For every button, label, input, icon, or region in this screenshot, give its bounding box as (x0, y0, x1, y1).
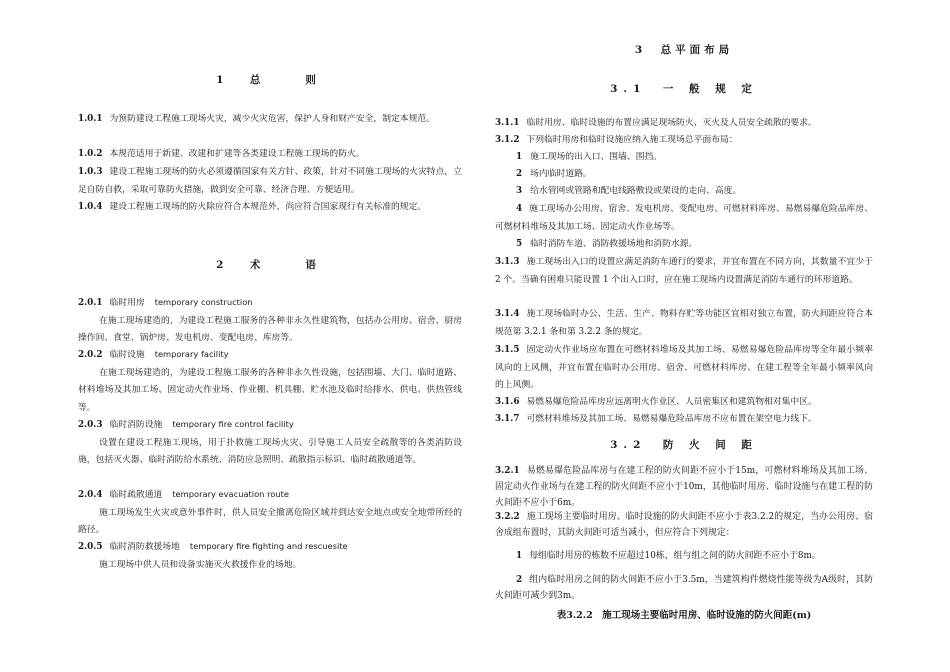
list-item-5 (495, 236, 894, 254)
term-chinese: 临时疏散通道 (109, 490, 163, 500)
clause-3-1-3 (495, 254, 873, 289)
list-number: 2 (516, 169, 523, 179)
list-item-1 (495, 149, 894, 167)
list-text: 场内临时道路。 (530, 169, 592, 179)
clause-number: 1.0.2 (78, 149, 103, 159)
clause-text: 建设工程施工现场的防火必须遵循国家有关方针、政策，针对不同施工现场的火灾特点，立足自防自救，采取可靠防火措施，做到安全可靠、经济合理、方便适用。 (78, 167, 462, 195)
list-item-3 (495, 183, 894, 201)
term-definition: 在施工现场建造的，为建设工程施工服务的各种非永久性建筑物，包括办公用房、宿舍、厨房操作间、食堂、锅炉房、发电机房、变配电房、库房等。 (78, 315, 462, 343)
clause-text: 易燃易爆危险品库房与在建工程的防火间距不应小于15m，可燃材料堆场及其加工场、固定动火作业场与在建工程的防火间距不应小于10m，其他临时用房、临时设施与在建工程的防火间距不应小于6m。 (495, 466, 873, 508)
list-number: 4 (516, 204, 523, 214)
term-number: 2.0.2 (78, 350, 103, 360)
term-definition: 施工现场发生火灾或意外事件时，供人员安全撤离危险区域并到达安全地点或安全地带所经的路径。 (78, 507, 462, 535)
clause-number: 3.1.3 (495, 257, 520, 267)
term-2-0-2 (78, 346, 462, 417)
list-number: 1 (516, 152, 523, 162)
clause-number: 1.0.4 (78, 202, 103, 212)
list-number: 2 (516, 575, 523, 585)
term-2-0-4 (78, 486, 462, 540)
clause-text: 施工现场出入口的设置应满足消防车通行的要求，并宜布置在不同方向，其数量不宜少于 2 个。当确有困难只能设置 1 个出入口时，应在施工现场内设置满足消防车通行的环形道路。 (495, 257, 873, 285)
list-number: 5 (516, 239, 523, 249)
clause-text: 临时用房、临时设施的布置应满足现场防火、灭火及人员安全疏散的要求。 (526, 118, 817, 128)
term-2-0-1 (78, 294, 462, 348)
clause-text: 为预防建设工程施工现场火灾，减少火灾危害，保护人身和财产安全，制定本规范。 (109, 114, 435, 124)
clause-3-1-7 (495, 411, 873, 429)
clause-3-1-6 (495, 394, 873, 412)
term-definition: 在施工现场建造的，为建设工程施工服务的各种非永久性设施，包括围墙、大门、临时道路、材料堆场及其加工场、固定动火作业场、作业棚、机具棚、贮水池及临时给排水、供电、供热管线等。 (78, 367, 462, 413)
clause-1-0-2 (78, 146, 462, 164)
list-number: 1 (516, 551, 523, 561)
term-english: temporary evacuation route (172, 489, 289, 499)
clause-1-0-1 (78, 111, 462, 129)
clause-text: 建设工程施工现场的防火除应符合本规范外，尚应符合国家现行有关标准的规定。 (109, 202, 427, 212)
clause-text: 下列临时用房和临时设施应纳入施工现场总平面布局： (526, 135, 738, 145)
term-2-0-3 (78, 416, 462, 470)
list-item-3-2-2-1 (495, 548, 873, 564)
term-english: temporary fire fighting and rescuesite (189, 541, 348, 551)
chapter-3-heading: 3 总平面布局 (634, 44, 734, 56)
list-text: 施工现场的出入口、围墙、围挡。 (530, 152, 663, 162)
clause-number: 3.1.2 (495, 135, 520, 145)
table-caption: 表3.2.2 施工现场主要临时用房、临时设施的防火间距(m) (556, 610, 812, 621)
clause-3-1-2 (495, 132, 873, 150)
clause-number: 3.1.5 (495, 345, 520, 355)
clause-3-1-4 (495, 306, 873, 341)
clause-3-1-5 (495, 342, 873, 395)
list-number: 3 (516, 186, 523, 196)
clause-text: 可燃材料堆场及其加工场、易燃易爆危险品库房不应布置在架空电力线下。 (526, 414, 817, 424)
chapter-1-heading: 1 总 则 (216, 74, 324, 86)
term-number: 2.0.3 (78, 420, 103, 430)
clause-3-2-1 (495, 463, 873, 511)
term-definition: 施工现场中供人员和设备实施灭火救援作业的场地。 (99, 559, 302, 570)
clause-text: 本规范适用于新建、改建和扩建等各类建设工程施工现场的防火。 (109, 149, 365, 159)
list-item-2 (495, 166, 894, 184)
clause-number: 3.1.1 (495, 118, 520, 128)
term-number: 2.0.1 (78, 298, 103, 308)
clause-number: 1.0.3 (78, 167, 103, 177)
clause-number: 1.0.1 (78, 114, 103, 124)
clause-number: 3.1.4 (495, 309, 520, 319)
term-english: temporary construction (154, 297, 253, 307)
clause-number: 3.2.2 (495, 512, 520, 522)
clause-text: 固定动火作业场应布置在可燃材料堆场及其加工场、易燃易爆危险品库房等全年最小频率风向的上风侧，并宜布置在临时办公用房、宿舍、可燃材料库房、在建工程等全年最小频率风向的上风侧。 (495, 345, 873, 390)
clause-text: 施工现场主要临时用房、临时设施的防火间距不应小于表3.2.2的规定，当办公用房、宿舍成组布置时，其防火间距可适当减小，但应符合下列规定： (495, 512, 873, 538)
clause-3-1-1 (495, 115, 873, 133)
term-number: 2.0.5 (78, 542, 103, 552)
term-number: 2.0.4 (78, 490, 103, 500)
list-text: 给水管网或管路和配电线路敷设或架设的走向、高度。 (530, 186, 742, 196)
term-english: temporary fire control facility (172, 419, 294, 429)
term-definition: 设置在建设工程施工现场，用于扑救施工现场火灾、引导施工人员安全疏散等的各类消防设施，包括灭火器、临时消防给水系统、消防应急照明、疏散指示标识、临时疏散通道等。 (78, 437, 462, 465)
clause-3-2-2 (495, 509, 873, 541)
list-text: 每组临时用房的栋数不应超过10栋，组与组之间的防火间距不应小于8m。 (529, 551, 821, 561)
clause-1-0-4 (78, 199, 462, 217)
list-text: 施工现场办公用房、宿舍、发电机房、变配电房、可燃材料库房、易燃易爆危险品库房、可燃材料堆场及其加工场、固定动火作业场等。 (495, 204, 873, 232)
clause-number: 3.1.7 (495, 414, 520, 424)
list-text: 临时消防车道、消防救援场地和消防水源。 (530, 239, 698, 249)
chapter-2-heading: 2 术 语 (216, 259, 324, 271)
term-2-0-5 (78, 538, 462, 574)
list-item-3-2-2-2 (495, 572, 873, 604)
clause-number: 3.2.1 (495, 466, 520, 476)
section-3-1-heading: 3.1 一 般 规 定 (610, 83, 758, 95)
list-item-4 (495, 201, 873, 236)
clause-1-0-3 (78, 164, 462, 199)
section-3-2-heading: 3.2 防 火 间 距 (610, 439, 758, 451)
term-chinese: 临时用房 (109, 298, 145, 308)
clause-text: 易燃易爆危险品库房应远离明火作业区、人员密集区和建筑物相对集中区。 (526, 397, 817, 407)
term-english: temporary facility (154, 349, 229, 359)
term-chinese: 临时消防设施 (109, 420, 163, 430)
clause-text: 施工现场临时办公、生活、生产、物料存贮等功能区宜相对独立布置，防火间距应符合本规范第 3.2.1 条和第 3.2.2 条的规定。 (495, 309, 873, 337)
term-chinese: 临时设施 (109, 350, 145, 360)
clause-number: 3.1.6 (495, 397, 520, 407)
term-chinese: 临时消防救援场地 (109, 542, 180, 552)
list-text: 组内临时用房之间的防火间距不应小于3.5m，当建筑构件燃烧性能等级为A级时，其防火间距可减少到3m。 (495, 575, 873, 601)
